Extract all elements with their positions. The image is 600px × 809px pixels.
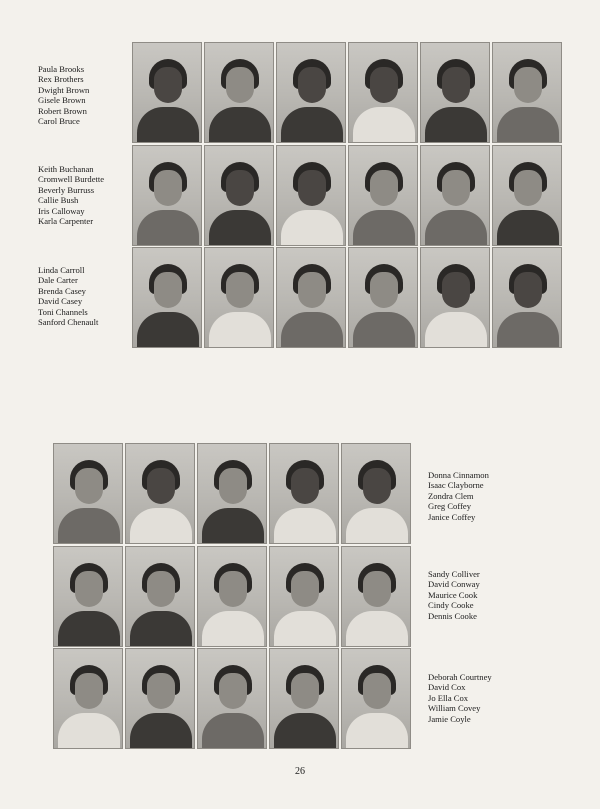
portrait-face (147, 571, 175, 607)
student-name: Maurice Cook (428, 589, 478, 600)
student-name: Paula Brooks (38, 64, 85, 74)
name-list-2 (38, 164, 104, 226)
student-portrait (204, 247, 274, 348)
student-name: David Conway (428, 579, 480, 590)
student-portrait (492, 247, 562, 348)
portrait-body (346, 508, 408, 544)
student-name: David Casey (38, 296, 83, 307)
photo-strip-6 (53, 648, 411, 749)
portrait-body (209, 107, 271, 143)
student-portrait (341, 546, 411, 647)
student-portrait (276, 42, 346, 143)
student-portrait (197, 648, 267, 749)
photo-strip-1 (132, 42, 562, 143)
portrait-face (514, 272, 542, 308)
student-portrait (276, 247, 346, 348)
portrait-body (497, 107, 559, 143)
portrait-face (370, 272, 398, 308)
portrait-body (281, 107, 343, 143)
portrait-face (442, 272, 470, 308)
student-name: Callie Bush (38, 195, 79, 206)
portrait-body (202, 713, 264, 749)
portrait-body (274, 611, 336, 647)
student-name: Isaac Clayborne (428, 480, 484, 491)
student-portrait (53, 648, 123, 749)
portrait-face (442, 170, 470, 206)
student-name: Greg Coffey (428, 501, 472, 512)
student-portrait (269, 443, 339, 544)
student-portrait (420, 145, 490, 246)
portrait-face (147, 468, 175, 504)
student-name: Deborah Courtney (428, 672, 492, 682)
portrait-body (209, 312, 271, 348)
portrait-body (202, 508, 264, 544)
student-portrait (348, 42, 418, 143)
student-name: Keith Buchanan (38, 164, 94, 174)
portrait-face (226, 67, 254, 103)
portrait-body (281, 210, 343, 246)
student-portrait (125, 443, 195, 544)
student-name: Gisele Brown (38, 95, 86, 106)
photo-strip-4 (53, 443, 411, 544)
portrait-body (346, 713, 408, 749)
photo-strip-3 (132, 247, 562, 348)
student-name: David Cox (428, 682, 466, 693)
portrait-body (130, 611, 192, 647)
portrait-face (154, 272, 182, 308)
portrait-face (298, 67, 326, 103)
student-name: Toni Channels (38, 306, 88, 317)
portrait-face (291, 571, 319, 607)
portrait-body (353, 210, 415, 246)
portrait-body (497, 312, 559, 348)
student-portrait (53, 546, 123, 647)
student-portrait (348, 247, 418, 348)
portrait-face (219, 571, 247, 607)
student-name: Cromwell Burdette (38, 174, 105, 185)
portrait-body (353, 107, 415, 143)
student-name: Donna Cinnamon (428, 470, 489, 480)
student-portrait (197, 443, 267, 544)
portrait-body (130, 713, 192, 749)
student-portrait (125, 648, 195, 749)
portrait-body (58, 611, 120, 647)
portrait-body (353, 312, 415, 348)
portrait-body (58, 713, 120, 749)
student-name: Jo Ella Cox (428, 692, 469, 703)
student-name: Sanford Chenault (38, 316, 99, 327)
photo-strip-5 (53, 546, 411, 647)
portrait-face (514, 170, 542, 206)
portrait-face (291, 673, 319, 709)
portrait-face (147, 673, 175, 709)
student-name: Carol Bruce (38, 115, 80, 126)
portrait-face (75, 571, 103, 607)
student-portrait (420, 247, 490, 348)
portrait-body (425, 210, 487, 246)
portrait-face (370, 67, 398, 103)
student-portrait (132, 145, 202, 246)
portrait-face (226, 170, 254, 206)
student-portrait (492, 145, 562, 246)
student-name: Beverly Burruss (38, 184, 95, 195)
name-list-4 (428, 470, 489, 522)
student-name: Cindy Cooke (428, 600, 474, 611)
student-portrait (204, 42, 274, 143)
student-name: Jamie Coyle (428, 713, 471, 724)
portrait-body (425, 312, 487, 348)
student-name: Janice Coffey (428, 511, 476, 522)
portrait-body (274, 508, 336, 544)
student-portrait (269, 648, 339, 749)
student-name: Karla Carpenter (38, 215, 94, 226)
student-name: Brenda Casey (38, 285, 86, 296)
portrait-face (154, 170, 182, 206)
portrait-face (291, 468, 319, 504)
portrait-body (130, 508, 192, 544)
student-portrait (420, 42, 490, 143)
student-portrait (276, 145, 346, 246)
student-name: Linda Carroll (38, 265, 85, 275)
page-number: 26 (295, 766, 305, 777)
student-name: Iris Calloway (38, 205, 85, 216)
student-portrait (204, 145, 274, 246)
portrait-face (442, 67, 470, 103)
student-portrait (132, 247, 202, 348)
student-portrait (341, 648, 411, 749)
student-name: Dennis Cooke (428, 610, 477, 621)
portrait-face (75, 673, 103, 709)
portrait-body (497, 210, 559, 246)
portrait-face (298, 272, 326, 308)
portrait-body (137, 312, 199, 348)
portrait-body (274, 713, 336, 749)
student-portrait (348, 145, 418, 246)
name-list-3 (38, 265, 98, 327)
portrait-face (226, 272, 254, 308)
student-name: Zondra Clem (428, 490, 474, 501)
student-portrait (341, 443, 411, 544)
portrait-face (298, 170, 326, 206)
portrait-face (219, 673, 247, 709)
student-name: Dale Carter (38, 275, 78, 286)
portrait-body (202, 611, 264, 647)
portrait-body (425, 107, 487, 143)
portrait-face (514, 67, 542, 103)
portrait-body (209, 210, 271, 246)
portrait-face (363, 673, 391, 709)
portrait-face (363, 468, 391, 504)
portrait-face (370, 170, 398, 206)
student-portrait (197, 546, 267, 647)
portrait-body (58, 508, 120, 544)
portrait-face (363, 571, 391, 607)
name-list-5 (428, 569, 480, 621)
student-name: William Covey (428, 703, 481, 714)
student-portrait (132, 42, 202, 143)
student-name: Rex Brothers (38, 74, 84, 85)
student-name: Dwight Brown (38, 84, 90, 95)
student-portrait (492, 42, 562, 143)
portrait-face (154, 67, 182, 103)
name-list-6 (428, 672, 492, 724)
student-portrait (53, 443, 123, 544)
portrait-body (281, 312, 343, 348)
name-list-1 (38, 64, 89, 126)
portrait-body (137, 107, 199, 143)
student-portrait (125, 546, 195, 647)
portrait-face (75, 468, 103, 504)
student-name: Sandy Colliver (428, 569, 480, 579)
student-name: Robert Brown (38, 105, 87, 116)
portrait-body (137, 210, 199, 246)
student-portrait (269, 546, 339, 647)
portrait-body (346, 611, 408, 647)
photo-strip-2 (132, 145, 562, 246)
portrait-face (219, 468, 247, 504)
